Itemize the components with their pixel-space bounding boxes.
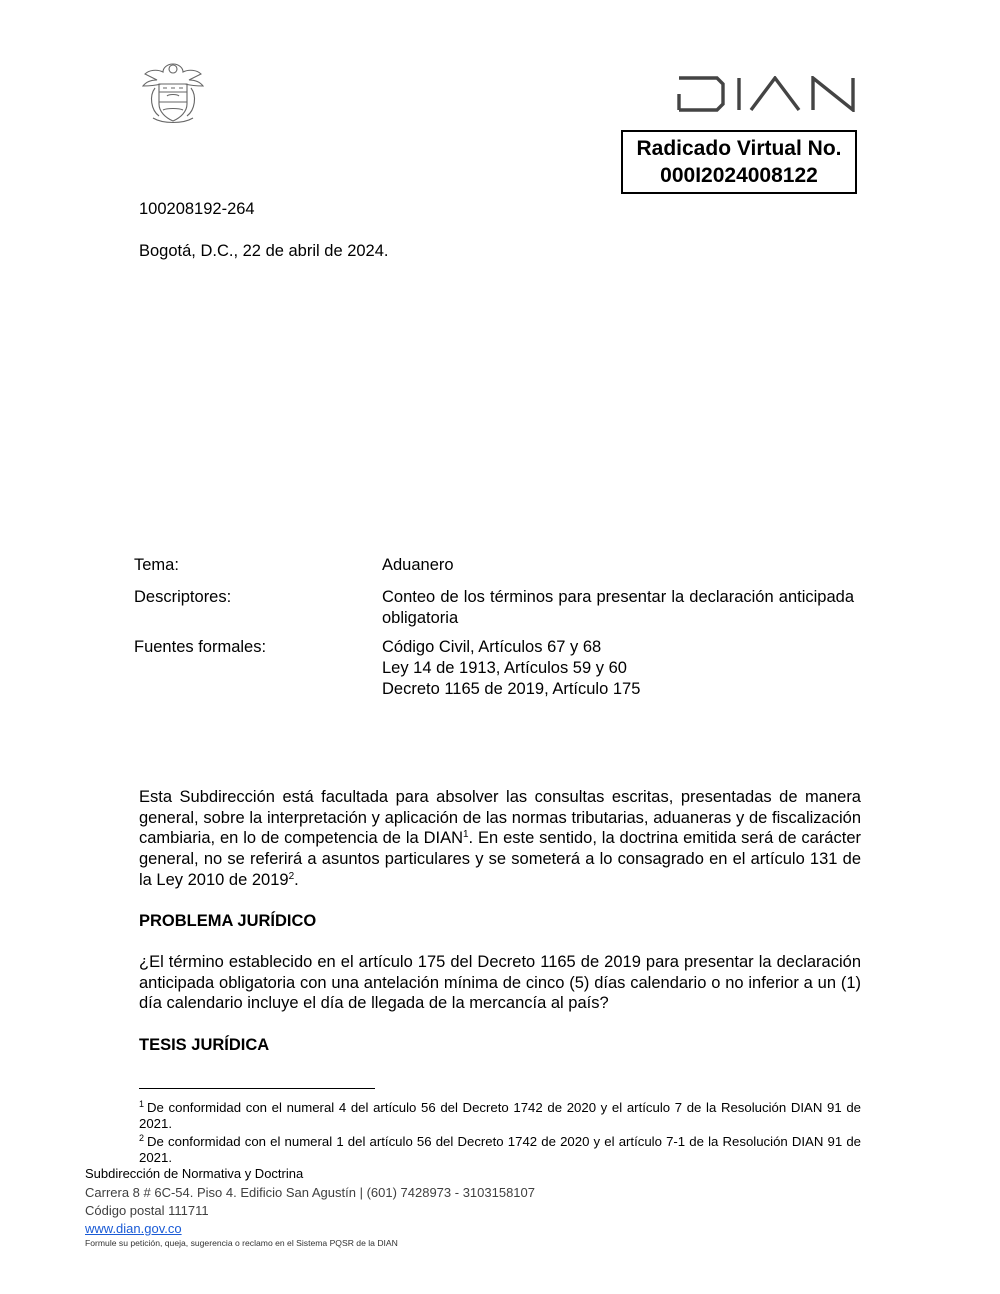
radicado-box <box>621 130 857 194</box>
fuentes-value-1: Código Civil, Artículos 67 y 68 <box>382 638 602 656</box>
descriptores-label: Descriptores: <box>134 588 232 606</box>
dian-logo <box>677 76 859 112</box>
footer-pqsr: Formule su petición, queja, sugerencia o reclamo en el Sistema PQSR de la DIAN <box>85 1238 398 1248</box>
intro-text-3: . <box>294 870 299 889</box>
coat-of-arms-icon <box>141 60 205 126</box>
fuentes-value-2: Ley 14 de 1913, Artículos 59 y 60 <box>382 659 627 677</box>
date-line: Bogotá, D.C., 22 de abril de 2024. <box>139 242 389 260</box>
footnote-ref-1[interactable]: 1 <box>462 829 469 841</box>
footnote-2 <box>139 1134 861 1167</box>
footnote-divider <box>139 1088 375 1089</box>
descriptores-value: Conteo de los términos para presentar la declaración anticipada obligatoria <box>382 588 854 627</box>
footer-website-link[interactable]: www.dian.gov.co <box>85 1221 182 1236</box>
problema-paragraph: ¿El término establecido en el artículo 175 del Decreto 1165 de 2019 para presentar la declaración anticipada obligatoria con una antelación mínima de cinco (5) días calendario o no inferior a un (1) día calendario incluye el día de llegada de la mercancía al país? <box>139 953 861 1013</box>
tema-label: Tema: <box>134 556 179 574</box>
reference-number: 100208192-264 <box>139 200 255 218</box>
footnote-ref-2[interactable]: 2 <box>288 870 295 882</box>
fuentes-label: Fuentes formales: <box>134 638 267 656</box>
footnote-mark-1: 1 <box>139 1099 145 1109</box>
radicado-number: 000I2024008122 <box>660 164 818 187</box>
footer-postal: Código postal 111711 <box>85 1203 209 1218</box>
footnote-mark-2: 2 <box>139 1133 145 1143</box>
fuentes-value-3: Decreto 1165 de 2019, Artículo 175 <box>382 680 641 698</box>
footnote-text-1: De conformidad con el numeral 4 del artículo 56 del Decreto 1742 de 2020 y el artículo 7 de la Resolución DIAN 91 de 2021. <box>139 1100 861 1132</box>
footer-office: Subdirección de Normativa y Doctrina <box>85 1166 304 1181</box>
intro-paragraph <box>139 787 861 891</box>
radicado-label: Radicado Virtual No. <box>636 137 842 160</box>
problema-heading: PROBLEMA JURÍDICO <box>139 912 317 930</box>
footer-address: Carrera 8 # 6C-54. Piso 4. Edificio San Agustín | (601) 7428973 - 3103158107 <box>85 1185 535 1200</box>
footnote-text-2: De conformidad con el numeral 1 del artículo 56 del Decreto 1742 de 2020 y el artículo 7-1 de la Resolución DIAN 91 de 2021. <box>139 1134 861 1166</box>
tesis-heading: TESIS JURÍDICA <box>139 1036 270 1054</box>
tema-value: Aduanero <box>382 556 454 574</box>
intro-text-2: . En este sentido, la doctrina emitida será de carácter general, no se referirá a asuntos particulares y se someterá a lo consagrado en el artículo 131 de la Ley 2010 de 2019 <box>139 829 861 889</box>
footnote-1 <box>139 1100 861 1133</box>
intro-text-1: Esta Subdirección está facultada para absolver las consultas escritas, presentadas de manera general, sobre la interpretación y aplicación de las normas tributarias, aduaneras y de fiscalización cambiaria, en lo de competencia de la DIAN <box>139 788 861 848</box>
